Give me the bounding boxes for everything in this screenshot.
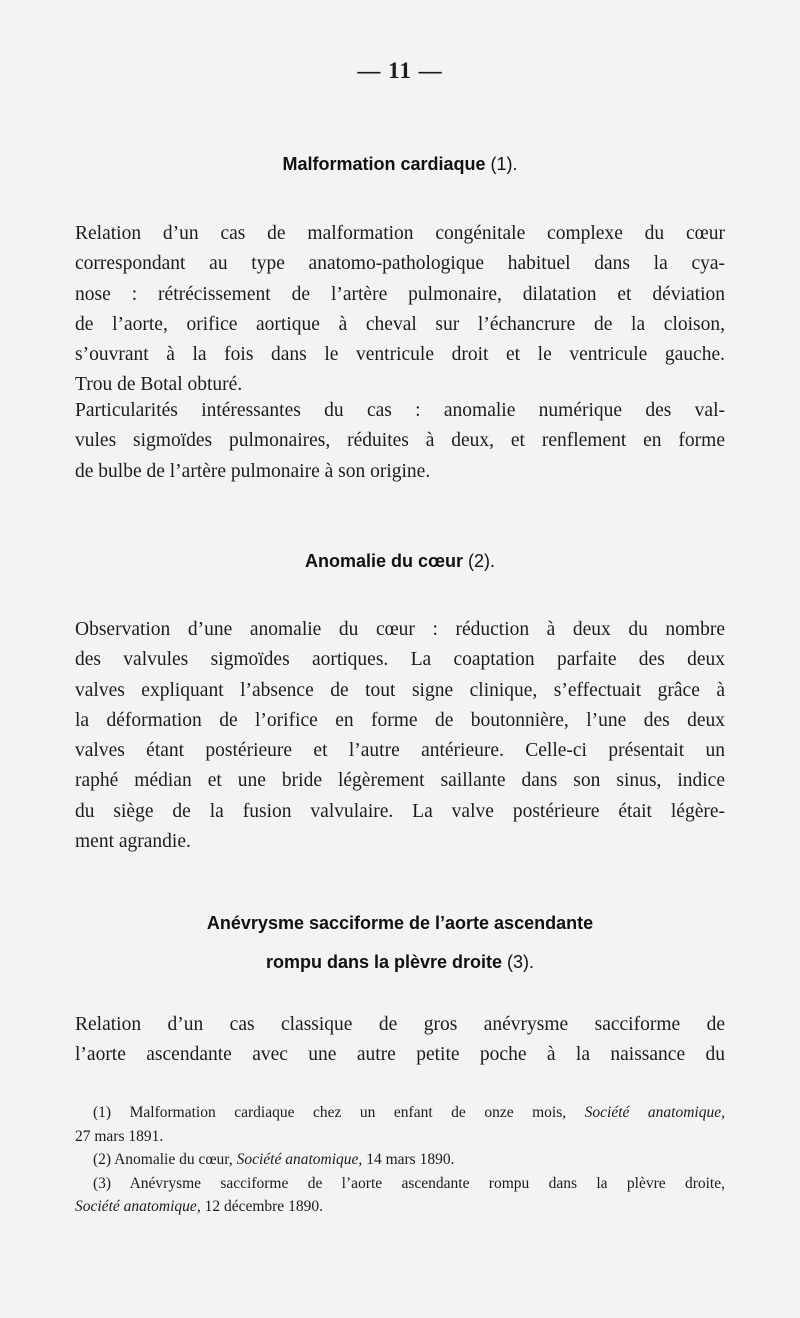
section-heading-malformation xyxy=(0,154,800,175)
footnote-number: (2) xyxy=(93,1151,112,1168)
footnote-number: (3) xyxy=(93,1174,112,1192)
section-heading-anevrysme xyxy=(0,913,800,934)
text-line: des valvules sigmoïdes aortiques. La coaptation parfaite des deux xyxy=(75,649,725,671)
paragraph xyxy=(75,615,725,857)
heading-text: Anomalie du cœur xyxy=(304,551,463,571)
text-line: Trou de Botal obturé. xyxy=(75,374,243,396)
footnote-1 xyxy=(75,1101,725,1125)
footnote-3 xyxy=(75,1172,725,1196)
text-line: Particularités intéressantes du cas : anomalie numérique des val- xyxy=(75,400,725,421)
footnotes xyxy=(75,1101,725,1219)
text-line: correspondant au type anatomo-pathologique habituel dans la cya- xyxy=(75,253,725,275)
text-line: valves étant postérieure et l’autre antérieure. Celle-ci présentait un xyxy=(75,740,725,762)
text-line: valves expliquant l’absence de tout signe clinique, s’effectuait grâce à xyxy=(75,679,725,701)
footnote-1-date: 27 mars 1891. xyxy=(75,1127,164,1145)
text-line: de l’aorte, orifice aortique à cheval sur l’échancrure de la cloison, xyxy=(75,313,725,335)
text-line: nose : rétrécissement de l’artère pulmonaire, dilatation et déviation xyxy=(75,283,725,305)
footnote-journal: Société anatomique, xyxy=(584,1104,725,1121)
footnote-2 xyxy=(75,1148,725,1172)
footnote-journal: Société anatomique, xyxy=(75,1198,201,1215)
footnote-text: Malformation cardiaque chez un enfant de onze mois, xyxy=(129,1104,567,1121)
paragraph xyxy=(75,396,725,487)
heading-text: rompu dans la plèvre droite xyxy=(265,952,503,972)
footnote-number: (1) xyxy=(93,1104,112,1121)
section-heading-anomalie xyxy=(0,551,800,572)
text-line: l’aorte ascendante avec une autre petite poche à la naissance du xyxy=(75,1044,725,1066)
text-line: Relation d’un cas de malformation congénitale complexe du cœur xyxy=(75,223,725,244)
text-line: de bulbe de l’artère pulmonaire à son origine. xyxy=(75,460,431,482)
section-heading-anevrysme-line2 xyxy=(0,952,800,973)
footnote-3-cont xyxy=(75,1195,725,1219)
footnote-journal: Société anatomique, xyxy=(236,1151,363,1168)
paragraph xyxy=(75,1010,725,1071)
text-line: la déformation de l’orifice en forme de boutonnière, l’une des deux xyxy=(75,709,725,731)
text-line: Relation d’un cas classique de gros anévrysme sacciforme de xyxy=(75,1014,725,1035)
footnote-ref: (1). xyxy=(490,154,518,174)
text-line: raphé médian et une bride légèrement saillante dans son sinus, indice xyxy=(75,770,725,792)
footnote-date: 14 mars 1890. xyxy=(366,1151,455,1168)
footnote-date: 12 décembre 1890. xyxy=(204,1198,323,1215)
text-line: ment agrandie. xyxy=(75,831,191,853)
text-line: s’ouvrant à la fois dans le ventricule droit et le ventricule gauche. xyxy=(75,344,725,366)
footnote-text: Anévrysme sacciforme de l’aorte ascendante rompu dans la plèvre droite, xyxy=(129,1174,725,1192)
text-line: vules sigmoïdes pulmonaires, réduites à deux, et renflement en forme xyxy=(75,430,725,452)
footnote-text: Anomalie du cœur, xyxy=(114,1151,233,1168)
footnote-ref: (2). xyxy=(468,551,496,571)
text-line: du siège de la fusion valvulaire. La valve postérieure était légère- xyxy=(75,800,725,822)
paragraph xyxy=(75,219,725,401)
footnote-ref: (3). xyxy=(507,952,535,972)
heading-text: Malformation cardiaque xyxy=(282,154,486,174)
text-line: Observation d’une anomalie du cœur : réduction à deux du nombre xyxy=(75,619,725,640)
page-number: — 11 — xyxy=(357,58,443,83)
heading-text: Anévrysme sacciforme de l’aorte ascendante xyxy=(206,913,594,933)
